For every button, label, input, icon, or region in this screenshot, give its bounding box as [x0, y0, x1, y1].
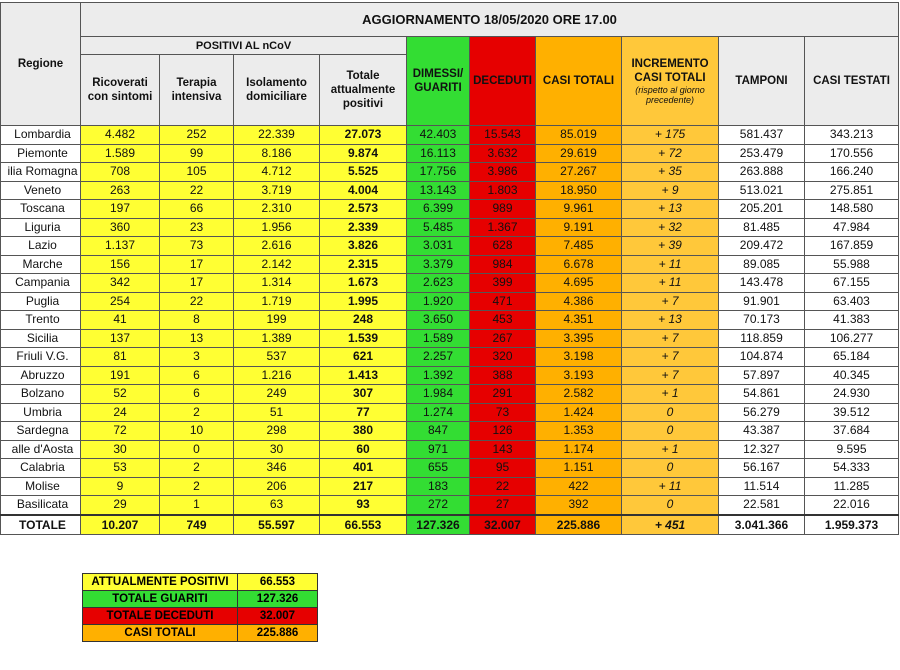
cell-region: Calabria: [1, 459, 81, 478]
cell-totale-positivi: 248: [320, 311, 407, 330]
cell-ricoverati: 30: [81, 440, 160, 459]
cell-region: Campania: [1, 274, 81, 293]
cell-incremento: + 32: [622, 218, 719, 237]
cell-totale-positivi: 4.004: [320, 181, 407, 200]
cell-terapia: 6: [160, 366, 234, 385]
cell-deceduti: 1.803: [470, 181, 536, 200]
header-regione: Regione: [1, 3, 81, 126]
cell-terapia: 22: [160, 292, 234, 311]
cell-tamponi: 70.173: [719, 311, 805, 330]
cell-totale-positivi: 217: [320, 477, 407, 496]
cell-isolamento: 8.186: [234, 144, 320, 163]
cell-isolamento: 22.339: [234, 126, 320, 145]
cell-incremento: + 7: [622, 366, 719, 385]
cell-ricoverati: 342: [81, 274, 160, 293]
cell-dimessi: 3.379: [407, 255, 470, 274]
cell-ricoverati: 24: [81, 403, 160, 422]
cell-casi-totali: 3.198: [536, 348, 622, 367]
cell-deceduti: 15.543: [470, 126, 536, 145]
cell-casi-testati: 167.859: [805, 237, 899, 256]
cell-region: Basilicata: [1, 496, 81, 515]
cell-dimessi: 1.392: [407, 366, 470, 385]
total-terapia: 749: [160, 515, 234, 535]
cell-terapia: 13: [160, 329, 234, 348]
cell-terapia: 2: [160, 403, 234, 422]
cell-casi-testati: 37.684: [805, 422, 899, 441]
cell-casi-totali: 85.019: [536, 126, 622, 145]
cell-tamponi: 89.085: [719, 255, 805, 274]
cell-ricoverati: 191: [81, 366, 160, 385]
header-incremento-label: INCREMENTO CASI TOTALI: [631, 58, 709, 84]
summary-box: [82, 573, 318, 642]
cell-isolamento: 249: [234, 385, 320, 404]
cell-incremento: 0: [622, 422, 719, 441]
cell-deceduti: 126: [470, 422, 536, 441]
cell-dimessi: 1.920: [407, 292, 470, 311]
cell-ricoverati: 72: [81, 422, 160, 441]
cell-isolamento: 1.314: [234, 274, 320, 293]
cell-casi-totali: 1.353: [536, 422, 622, 441]
cell-casi-totali: 7.485: [536, 237, 622, 256]
cell-dimessi: 16.113: [407, 144, 470, 163]
cell-isolamento: 63: [234, 496, 320, 515]
cell-ricoverati: 1.589: [81, 144, 160, 163]
cell-tamponi: 12.327: [719, 440, 805, 459]
header-isolamento: Isolamento domiciliare: [234, 55, 320, 126]
cell-casi-totali: 29.619: [536, 144, 622, 163]
cell-terapia: 105: [160, 163, 234, 182]
cell-casi-testati: 148.580: [805, 200, 899, 219]
cell-totale-positivi: 380: [320, 422, 407, 441]
regional-data-table: [0, 2, 899, 535]
cell-totale-positivi: 1.539: [320, 329, 407, 348]
summary-label: CASI TOTALI: [83, 625, 238, 642]
cell-terapia: 1: [160, 496, 234, 515]
total-casi-totali: 225.886: [536, 515, 622, 535]
cell-casi-testati: 106.277: [805, 329, 899, 348]
cell-isolamento: 2.142: [234, 255, 320, 274]
cell-ricoverati: 9: [81, 477, 160, 496]
cell-deceduti: 95: [470, 459, 536, 478]
cell-casi-totali: 6.678: [536, 255, 622, 274]
cell-tamponi: 263.888: [719, 163, 805, 182]
cell-casi-totali: 9.191: [536, 218, 622, 237]
cell-casi-testati: 22.016: [805, 496, 899, 515]
cell-casi-totali: 1.174: [536, 440, 622, 459]
cell-incremento: + 13: [622, 200, 719, 219]
cell-isolamento: 2.616: [234, 237, 320, 256]
cell-isolamento: 346: [234, 459, 320, 478]
cell-tamponi: 513.021: [719, 181, 805, 200]
cell-region: Lombardia: [1, 126, 81, 145]
cell-totale-positivi: 27.073: [320, 126, 407, 145]
cell-deceduti: 22: [470, 477, 536, 496]
cell-incremento: + 72: [622, 144, 719, 163]
cell-region: Piemonte: [1, 144, 81, 163]
table-row: [1, 218, 899, 237]
cell-ricoverati: 137: [81, 329, 160, 348]
cell-deceduti: 73: [470, 403, 536, 422]
cell-terapia: 66: [160, 200, 234, 219]
header-title: AGGIORNAMENTO 18/05/2020 ORE 17.00: [81, 3, 899, 37]
cell-ricoverati: 4.482: [81, 126, 160, 145]
cell-casi-testati: 275.851: [805, 181, 899, 200]
cell-terapia: 0: [160, 440, 234, 459]
cell-region: Umbria: [1, 403, 81, 422]
table-row: [1, 126, 899, 145]
cell-tamponi: 581.437: [719, 126, 805, 145]
cell-deceduti: 628: [470, 237, 536, 256]
cell-totale-positivi: 621: [320, 348, 407, 367]
cell-casi-totali: 4.351: [536, 311, 622, 330]
cell-ricoverati: 41: [81, 311, 160, 330]
cell-dimessi: 1.589: [407, 329, 470, 348]
cell-incremento: 0: [622, 403, 719, 422]
cell-totale-positivi: 60: [320, 440, 407, 459]
header-terapia: Terapia intensiva: [160, 55, 234, 126]
cell-casi-totali: 3.193: [536, 366, 622, 385]
cell-casi-totali: 1.424: [536, 403, 622, 422]
cell-casi-totali: 9.961: [536, 200, 622, 219]
cell-incremento: + 1: [622, 440, 719, 459]
table-row: [1, 329, 899, 348]
summary-value: 225.886: [238, 625, 318, 642]
cell-totale-positivi: 2.315: [320, 255, 407, 274]
cell-tamponi: 81.485: [719, 218, 805, 237]
summary-value: 32.007: [238, 608, 318, 625]
cell-dimessi: 971: [407, 440, 470, 459]
cell-isolamento: 1.389: [234, 329, 320, 348]
cell-totale-positivi: 307: [320, 385, 407, 404]
cell-region: Puglia: [1, 292, 81, 311]
cell-tamponi: 22.581: [719, 496, 805, 515]
summary-label: ATTUALMENTE POSITIVI: [83, 574, 238, 591]
total-totale-positivi: 66.553: [320, 515, 407, 535]
cell-isolamento: 298: [234, 422, 320, 441]
cell-dimessi: 3.650: [407, 311, 470, 330]
cell-dimessi: 655: [407, 459, 470, 478]
cell-tamponi: 43.387: [719, 422, 805, 441]
cell-region: Lazio: [1, 237, 81, 256]
cell-isolamento: 1.216: [234, 366, 320, 385]
cell-terapia: 252: [160, 126, 234, 145]
cell-casi-totali: 422: [536, 477, 622, 496]
cell-totale-positivi: 3.826: [320, 237, 407, 256]
table-row: [1, 459, 899, 478]
cell-deceduti: 320: [470, 348, 536, 367]
cell-region: Sicilia: [1, 329, 81, 348]
cell-tamponi: 143.478: [719, 274, 805, 293]
cell-totale-positivi: 401: [320, 459, 407, 478]
cell-tamponi: 104.874: [719, 348, 805, 367]
cell-terapia: 17: [160, 274, 234, 293]
cell-ricoverati: 156: [81, 255, 160, 274]
cell-region: alle d'Aosta: [1, 440, 81, 459]
cell-totale-positivi: 1.995: [320, 292, 407, 311]
cell-totale-positivi: 77: [320, 403, 407, 422]
total-incremento: + 451: [622, 515, 719, 535]
summary-label: TOTALE GUARITI: [83, 591, 238, 608]
cell-ricoverati: 81: [81, 348, 160, 367]
cell-tamponi: 54.861: [719, 385, 805, 404]
cell-isolamento: 1.956: [234, 218, 320, 237]
cell-deceduti: 388: [470, 366, 536, 385]
cell-terapia: 73: [160, 237, 234, 256]
cell-casi-testati: 39.512: [805, 403, 899, 422]
cell-isolamento: 2.310: [234, 200, 320, 219]
cell-region: ilia Romagna: [1, 163, 81, 182]
table-row: [1, 403, 899, 422]
summary-value: 127.326: [238, 591, 318, 608]
cell-terapia: 3: [160, 348, 234, 367]
cell-deceduti: 471: [470, 292, 536, 311]
cell-casi-testati: 54.333: [805, 459, 899, 478]
cell-deceduti: 399: [470, 274, 536, 293]
cell-isolamento: 51: [234, 403, 320, 422]
summary-row: [83, 608, 318, 625]
cell-dimessi: 2.257: [407, 348, 470, 367]
cell-incremento: + 35: [622, 163, 719, 182]
cell-dimessi: 42.403: [407, 126, 470, 145]
table-row: [1, 385, 899, 404]
cell-ricoverati: 1.137: [81, 237, 160, 256]
summary-row: [83, 625, 318, 642]
cell-ricoverati: 708: [81, 163, 160, 182]
cell-casi-testati: 11.285: [805, 477, 899, 496]
cell-ricoverati: 53: [81, 459, 160, 478]
total-tamponi: 3.041.366: [719, 515, 805, 535]
total-region: TOTALE: [1, 515, 81, 535]
table-row: [1, 348, 899, 367]
cell-incremento: + 175: [622, 126, 719, 145]
cell-incremento: 0: [622, 496, 719, 515]
cell-dimessi: 272: [407, 496, 470, 515]
total-isolamento: 55.597: [234, 515, 320, 535]
cell-region: Veneto: [1, 181, 81, 200]
cell-terapia: 6: [160, 385, 234, 404]
cell-tamponi: 205.201: [719, 200, 805, 219]
summary-row: [83, 591, 318, 608]
cell-deceduti: 3.632: [470, 144, 536, 163]
cell-tamponi: 91.901: [719, 292, 805, 311]
cell-ricoverati: 263: [81, 181, 160, 200]
cell-incremento: + 11: [622, 255, 719, 274]
cell-casi-testati: 9.595: [805, 440, 899, 459]
cell-totale-positivi: 93: [320, 496, 407, 515]
header-incremento-note: (rispetto al giorno precedente): [635, 85, 705, 105]
cell-tamponi: 57.897: [719, 366, 805, 385]
cell-isolamento: 199: [234, 311, 320, 330]
table-row: [1, 200, 899, 219]
cell-totale-positivi: 9.874: [320, 144, 407, 163]
cell-incremento: + 13: [622, 311, 719, 330]
header-tamponi: TAMPONI: [719, 37, 805, 126]
cell-deceduti: 3.986: [470, 163, 536, 182]
table-row: [1, 440, 899, 459]
table-row: [1, 144, 899, 163]
table-row: [1, 163, 899, 182]
cell-isolamento: 4.712: [234, 163, 320, 182]
cell-terapia: 8: [160, 311, 234, 330]
cell-totale-positivi: 5.525: [320, 163, 407, 182]
cell-deceduti: 267: [470, 329, 536, 348]
header-casi-totali: CASI TOTALI: [536, 37, 622, 126]
cell-deceduti: 1.367: [470, 218, 536, 237]
cell-incremento: + 7: [622, 292, 719, 311]
cell-casi-testati: 40.345: [805, 366, 899, 385]
cell-region: Molise: [1, 477, 81, 496]
cell-deceduti: 989: [470, 200, 536, 219]
cell-casi-totali: 392: [536, 496, 622, 515]
cell-dimessi: 183: [407, 477, 470, 496]
cell-tamponi: 118.859: [719, 329, 805, 348]
table-row: [1, 422, 899, 441]
table-row: [1, 292, 899, 311]
total-deceduti: 32.007: [470, 515, 536, 535]
cell-isolamento: 537: [234, 348, 320, 367]
header-ricoverati: Ricoverati con sintomi: [81, 55, 160, 126]
header-positivi-group: POSITIVI AL nCoV: [81, 37, 407, 55]
cell-ricoverati: 197: [81, 200, 160, 219]
total-dimessi: 127.326: [407, 515, 470, 535]
total-row: [1, 515, 899, 535]
header-totale-positivi: Totale attualmente positivi: [320, 55, 407, 126]
summary-value: 66.553: [238, 574, 318, 591]
cell-dimessi: 5.485: [407, 218, 470, 237]
header-incremento: [622, 37, 719, 126]
cell-region: Toscana: [1, 200, 81, 219]
cell-deceduti: 143: [470, 440, 536, 459]
cell-ricoverati: 29: [81, 496, 160, 515]
cell-region: Bolzano: [1, 385, 81, 404]
table-row: [1, 181, 899, 200]
header-casi-testati: CASI TESTATI: [805, 37, 899, 126]
cell-casi-testati: 63.403: [805, 292, 899, 311]
cell-casi-testati: 67.155: [805, 274, 899, 293]
cell-incremento: + 11: [622, 477, 719, 496]
cell-totale-positivi: 1.673: [320, 274, 407, 293]
cell-ricoverati: 360: [81, 218, 160, 237]
total-ricoverati: 10.207: [81, 515, 160, 535]
cell-deceduti: 453: [470, 311, 536, 330]
cell-casi-testati: 47.984: [805, 218, 899, 237]
cell-dimessi: 2.623: [407, 274, 470, 293]
cell-terapia: 99: [160, 144, 234, 163]
cell-region: Marche: [1, 255, 81, 274]
cell-terapia: 23: [160, 218, 234, 237]
cell-isolamento: 1.719: [234, 292, 320, 311]
header-deceduti: DECEDUTI: [470, 37, 536, 126]
cell-tamponi: 56.279: [719, 403, 805, 422]
cell-casi-totali: 4.695: [536, 274, 622, 293]
cell-incremento: + 1: [622, 385, 719, 404]
cell-casi-testati: 24.930: [805, 385, 899, 404]
cell-region: Abruzzo: [1, 366, 81, 385]
table-row: [1, 255, 899, 274]
table-row: [1, 274, 899, 293]
cell-incremento: + 7: [622, 348, 719, 367]
cell-incremento: + 11: [622, 274, 719, 293]
cell-totale-positivi: 2.573: [320, 200, 407, 219]
summary-label: TOTALE DECEDUTI: [83, 608, 238, 625]
cell-casi-totali: 4.386: [536, 292, 622, 311]
table-row: [1, 237, 899, 256]
total-casi-testati: 1.959.373: [805, 515, 899, 535]
cell-incremento: + 39: [622, 237, 719, 256]
cell-casi-totali: 2.582: [536, 385, 622, 404]
cell-terapia: 2: [160, 477, 234, 496]
cell-tamponi: 56.167: [719, 459, 805, 478]
cell-isolamento: 206: [234, 477, 320, 496]
cell-casi-testati: 55.988: [805, 255, 899, 274]
cell-deceduti: 27: [470, 496, 536, 515]
cell-casi-totali: 1.151: [536, 459, 622, 478]
cell-ricoverati: 254: [81, 292, 160, 311]
cell-tamponi: 11.514: [719, 477, 805, 496]
cell-region: Sardegna: [1, 422, 81, 441]
cell-region: Friuli V.G.: [1, 348, 81, 367]
cell-incremento: + 7: [622, 329, 719, 348]
cell-dimessi: 847: [407, 422, 470, 441]
cell-dimessi: 13.143: [407, 181, 470, 200]
cell-region: Trento: [1, 311, 81, 330]
cell-totale-positivi: 1.413: [320, 366, 407, 385]
cell-dimessi: 1.274: [407, 403, 470, 422]
cell-casi-totali: 18.950: [536, 181, 622, 200]
cell-dimessi: 6.399: [407, 200, 470, 219]
table-row: [1, 366, 899, 385]
cell-totale-positivi: 2.339: [320, 218, 407, 237]
cell-dimessi: 1.984: [407, 385, 470, 404]
cell-incremento: + 9: [622, 181, 719, 200]
cell-casi-testati: 170.556: [805, 144, 899, 163]
cell-deceduti: 291: [470, 385, 536, 404]
cell-casi-testati: 343.213: [805, 126, 899, 145]
cell-tamponi: 253.479: [719, 144, 805, 163]
cell-terapia: 22: [160, 181, 234, 200]
table-row: [1, 477, 899, 496]
cell-dimessi: 3.031: [407, 237, 470, 256]
cell-terapia: 2: [160, 459, 234, 478]
cell-casi-testati: 166.240: [805, 163, 899, 182]
summary-row: [83, 574, 318, 591]
cell-ricoverati: 52: [81, 385, 160, 404]
cell-casi-testati: 65.184: [805, 348, 899, 367]
cell-terapia: 10: [160, 422, 234, 441]
cell-casi-totali: 27.267: [536, 163, 622, 182]
table-row: [1, 496, 899, 515]
cell-terapia: 17: [160, 255, 234, 274]
cell-incremento: 0: [622, 459, 719, 478]
cell-casi-testati: 41.383: [805, 311, 899, 330]
cell-tamponi: 209.472: [719, 237, 805, 256]
cell-casi-totali: 3.395: [536, 329, 622, 348]
cell-dimessi: 17.756: [407, 163, 470, 182]
cell-isolamento: 3.719: [234, 181, 320, 200]
cell-deceduti: 984: [470, 255, 536, 274]
table-row: [1, 311, 899, 330]
cell-isolamento: 30: [234, 440, 320, 459]
header-dimessi: DIMESSI/ GUARITI: [407, 37, 470, 126]
cell-region: Liguria: [1, 218, 81, 237]
